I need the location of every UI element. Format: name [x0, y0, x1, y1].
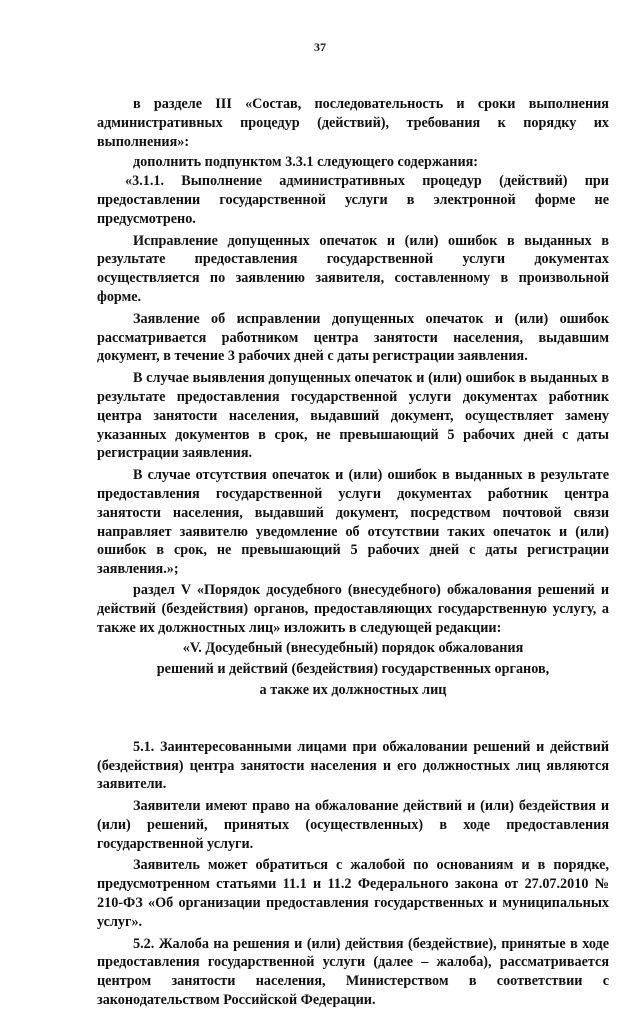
paragraph-correction: Исправление допущенных опечаток и (или) ошибок в выданных в результате предоставления государственной услуги документах осуществляется по заявлению заявителя, составленному в произвольной форме. [97, 232, 609, 305]
page-number: 37 [314, 40, 326, 54]
paragraph-5-1: 5.1. Заинтересованными лицами при обжаловании решений и действий (бездействия) центра занятости населения и его должностных лиц являются заявители. [97, 738, 609, 793]
paragraph-section-v: раздел V «Порядок досудебного (внесудебного) обжалования решений и действий (бездействия) органов, предоставляющих государственную услугу, а также их должностных лиц» изложить в следующей редакции: [97, 581, 609, 636]
section-heading-line-3: а также их должностных лиц [259, 681, 447, 698]
paragraph-complaint-grounds: Заявитель может обратиться с жалобой по основаниям и в порядке, предусмотренном статьями 11.1 и 11.2 Федерального закона от 27.07.2010 № 210-ФЗ «Об организации предоставления государственных и муниципальных услуг». [97, 857, 609, 930]
paragraph-section-iii: в разделе III «Состав, последовательность и сроки выполнения административных процедур (действий), требования к порядку их выполнения»: [97, 96, 609, 150]
paragraph-errors-found: В случае выявления допущенных опечаток и (или) ошибок в выданных в результате предоставления государственной услуги документах работник центра занятости населения, выдавший документ, осуществляет замену указанных документов в срок, не превышающий 5 рабочих дней с даты регистрации заявления. [97, 370, 609, 462]
heading-spacer [97, 700, 609, 738]
section-heading-line-1: «V. Досудебный (внесудебный) порядок обжалования [182, 640, 524, 657]
paragraph-application-review: Заявление об исправлении допущенных опечаток и (или) ошибок рассматривается работником центра занятости населения, выдавшим документ, в течение 3 рабочих дней с даты регистрации заявления. [97, 310, 609, 365]
paragraph-no-errors: В случае отсутствия опечаток и (или) ошибок в выданных в результате предоставления государственной услуги документах работник центра занятости населения, выдавший документ, посредством почтовой связи направляет заявителю уведомление об отсутствии таких опечаток и (или) ошибок в срок, не превышающий 5 рабочих дней с даты регистрации заявления.»; [97, 467, 609, 578]
paragraph-right-to-appeal: Заявители имеют право на обжалование действий и (или) бездействия и (или) решений, принятых (осуществленных) в ходе предоставления государственной услуги. [97, 798, 609, 852]
paragraph-add-subpoint: дополнить подпунктом 3.3.1 следующего содержания: [133, 154, 479, 171]
paragraph-3-3-1: «3.1.1. Выполнение административных процедур (действий) при предоставлении государственной услуги в электронной форме не предусмотрено. [97, 173, 609, 227]
section-heading-line-2: решений и действий (бездействия) государственных органов, [156, 661, 550, 678]
paragraph-5-2: 5.2. Жалоба на решения и (или) действия (бездействие), принятые в ходе предоставления государственной услуги (далее – жалоба), рассматривается центром занятости населения, Министерством в соответствии с законодательством Российской Федерации. [97, 935, 609, 1009]
document-body [97, 95, 609, 1010]
